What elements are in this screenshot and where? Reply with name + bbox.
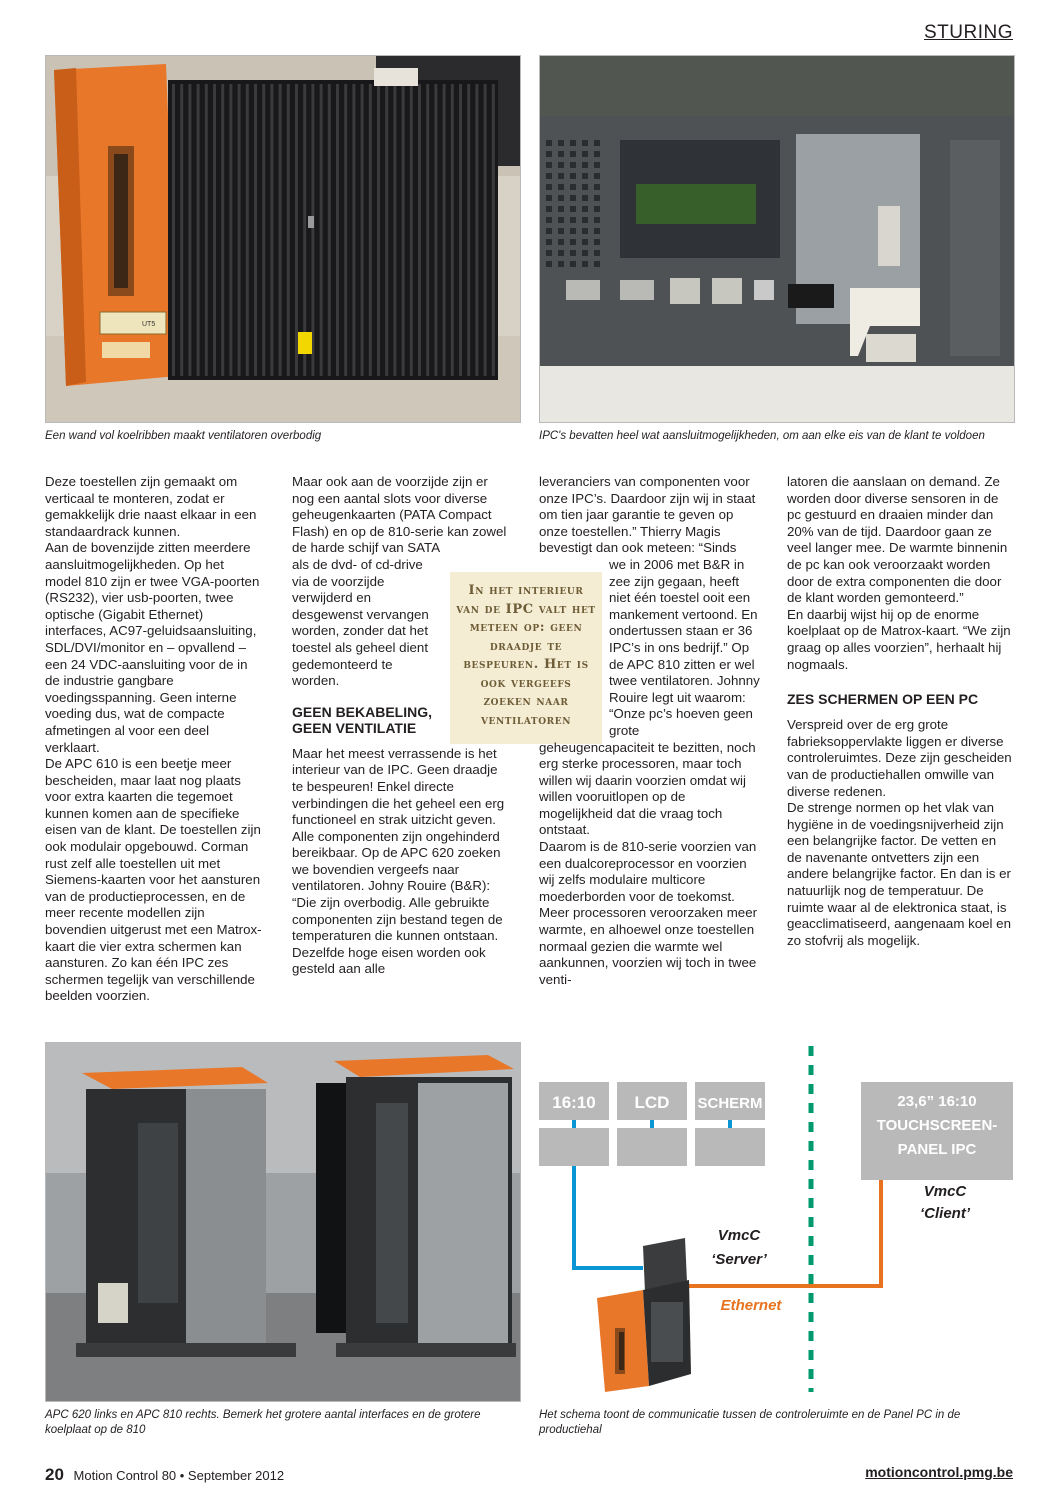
heatsink-fin — [213, 84, 216, 376]
grille-hole — [570, 261, 576, 267]
grille-hole — [546, 184, 552, 190]
grille-hole — [570, 239, 576, 245]
heatsink-fin — [451, 84, 454, 376]
paragraph: Daarom is de 810-serie voorzien van een dualcoreprocessor en voorzien wij zelfs modulaire multicore moederborden voor de toekomst. Meer processoren veroorzaken meer warmte, en alhoewel onze toestellen normaal gezien die warmte wel aankunnen, voorzien wij toch in twee venti- — [539, 839, 758, 987]
heatsink-fin — [467, 84, 470, 376]
grille-hole — [582, 206, 588, 212]
grille-hole — [558, 195, 564, 201]
grille-hole — [558, 250, 564, 256]
ipc-connectors-image — [540, 56, 1014, 422]
grille-hole — [546, 195, 552, 201]
caption-photo-ipc-connectors: IPC's bevatten heel wat aansluitmogelijkheden, om aan elke eis van de klant te voldoen — [539, 430, 985, 442]
heatsink-fin — [205, 84, 208, 376]
heatsink-fin — [188, 84, 191, 376]
heatsink-fin — [287, 84, 290, 376]
paragraph: De strenge normen op het vlak van hygiëne in de voedingsnijverheid zijn een belangrijke factor. De vetten en de navenante ontvetters zijn een andere belangrijke factor. En dan is er natuurlijk nog de temperatuur. De ruimte waar al de elektronica staat, is geacclimatiseerd, aangenaam koel en zo stofvrij als mogelijk. — [787, 800, 1011, 948]
grille-hole — [582, 228, 588, 234]
grille-hole — [594, 250, 600, 256]
heatsink-fin — [328, 84, 331, 376]
heatsink-fin — [369, 84, 372, 376]
screen-label: SCHERM — [697, 1095, 763, 1112]
paragraph: latoren die aanslaan on demand. Ze worden door diverse sensoren in de pc gestuurd en draaien minder dan 20% van de tijd. Daardoor gaan ze veel langer mee. De warmte binnenin de pc kan ook veroorzaakt worden door de extra componenten die door de klant worden gemonteerd.” — [787, 474, 1008, 606]
caption-photo-apc-comparison: APC 620 links en APC 810 rechts. Bemerk het grotere aantal interfaces en de grotere koelplaat op de 810 — [45, 1409, 481, 1436]
paragraph: Verspreid over de erg grote fabrieksoppervlakte liggen er diverse controleruimtes. Deze zijn gescheiden van de productiehallen omwille van diverse redenen. — [787, 717, 1012, 799]
panel-label: 23,6” 16:10 — [897, 1093, 977, 1110]
heatsink-fin — [229, 84, 232, 376]
heatsink-fin — [377, 84, 380, 376]
website-link[interactable]: motioncontrol.pmg.be — [865, 1464, 1013, 1480]
grille-hole — [594, 261, 600, 267]
photo-ipc-connectors — [539, 55, 1015, 423]
grille-hole — [582, 151, 588, 157]
heatsink-fin — [279, 84, 282, 376]
heatsink-fin — [238, 84, 241, 376]
heatsink-fin — [426, 84, 429, 376]
grille-hole — [594, 217, 600, 223]
network-diagram — [539, 1042, 1013, 1400]
heatsink-fin — [443, 84, 446, 376]
heatsink-fin — [270, 84, 273, 376]
pull-quote: In het interieur van de IPC valt het meteen op: geen draadje te bespeuren. Het is ook vergeefs zoeken naar ventilatoren — [450, 572, 602, 744]
heatsink-fin — [361, 84, 364, 376]
diagram-canvas — [539, 1042, 1013, 1400]
heatsink-fin — [180, 84, 183, 376]
grille-hole — [594, 206, 600, 212]
section-title: STURING — [924, 22, 1013, 43]
grille-hole — [594, 140, 600, 146]
heatsink-fin — [492, 84, 495, 376]
grille-hole — [570, 206, 576, 212]
grille-hole — [546, 261, 552, 267]
heatsink-fin — [418, 84, 421, 376]
grille-hole — [546, 162, 552, 168]
grille-hole — [546, 239, 552, 245]
grille-hole — [570, 217, 576, 223]
grille-hole — [546, 140, 552, 146]
grille-hole — [570, 250, 576, 256]
grille-hole — [546, 151, 552, 157]
cooling-fins-image — [46, 56, 520, 422]
grille-hole — [546, 206, 552, 212]
heatsink-fin — [344, 84, 347, 376]
client-label: VmcC — [923, 1183, 967, 1200]
article-column-3 — [539, 474, 761, 988]
ethernet-line — [687, 1180, 881, 1286]
paragraph: als de dvd- of cd-drive via de voorzijde verwijderd en desgewenst vervangen worden, zonder dat het toestel als geheel dient gedemonteerd te worden. — [292, 556, 429, 689]
heatsink-fin — [484, 84, 487, 376]
grille-hole — [558, 228, 564, 234]
grille-hole — [582, 217, 588, 223]
grille-hole — [558, 151, 564, 157]
screen-label: LCD — [634, 1093, 670, 1112]
ethernet-label: Ethernet — [720, 1297, 782, 1314]
page-footer — [45, 1465, 284, 1485]
paragraph: geheugencapaciteit te bezitten, noch erg sterke processoren, maar toch willen wij daarin voorzien omdat wij willen vooruitlopen op de mogelijkheid dat die vraag toch ontstaat. — [539, 739, 756, 838]
heatsink-fin — [402, 84, 405, 376]
paragraph: Aan de bovenzijde zitten meerdere aansluitmogelijkheden. Op het model 810 zijn er twee VGA-poorten (RS232), vier usb-poorten, twee optische (Gigabit Ethernet) interfaces, AC97-geluidsaansluiting, SDL/DVI/monitor en – opvallend – een 24 VDC-aansluiting voor de in de industrie gangbare voedingsspanning. Geen interne voeding dus, wat de compacte afmetingen al voor een deel verklaart. — [45, 540, 260, 755]
page-number: 20 — [45, 1465, 64, 1484]
article-column-4 — [787, 474, 1013, 949]
issue-info: Motion Control 80 • September 2012 — [73, 1468, 285, 1483]
grille-hole — [558, 206, 564, 212]
paragraph: we in 2006 met B&R in zee zijn gegaan, heeft niet één toestel ooit een mankement vertoond. En ondertussen staan er 36 IPC’s in ons bedrijf.” Op de APC 810 zitten er wel twee ventilatoren. Johnny Rouire legt uit waarom: “Onze pc’s hoeven geen grote — [609, 556, 760, 738]
grille-hole — [594, 162, 600, 168]
grille-hole — [582, 184, 588, 190]
grille-hole — [582, 195, 588, 201]
panel-label: TOUCHSCREEN- — [876, 1117, 998, 1134]
caption-network-diagram: Het schema toont de communicatie tussen de controleruimte en de Panel PC in de productiehal — [539, 1409, 961, 1436]
heatsink-fin — [320, 84, 323, 376]
heatsink-fin — [197, 84, 200, 376]
paragraph: leveranciers van componenten voor onze IPC’s. Daardoor zijn wij in staat om tien jaar garantie te geven op onze toestellen.” Thierry Magis bevestigt dan ook meteen: “Sinds — [539, 474, 756, 556]
grille-hole — [558, 162, 564, 168]
grille-hole — [558, 184, 564, 190]
grille-hole — [582, 173, 588, 179]
client-label: ‘Client’ — [919, 1205, 971, 1222]
photo-apc-comparison — [45, 1042, 521, 1402]
paragraph: Maar het meest verrassende is het interieur van de IPC. Geen draadje te bespeuren! Enkel directe verbindingen die het geheel een erg functioneel en strak uitzicht geven. Alle componenten zijn ongehinderd bereikbaar. Op de APC 620 zoeken we bovendien vergeefs naar ventilatoren. Johny Rouire (B&R): “Die zijn overbodig. Alle gebruikte componenten zijn bestand tegen de temperaturen die kunnen ontstaan. Dezelfde hoge eisen worden ook gesteld aan alle — [292, 745, 505, 977]
grille-hole — [558, 173, 564, 179]
subheading-zes-schermen: ZES SCHERMEN OP EEN PC — [787, 691, 979, 708]
grille-hole — [582, 239, 588, 245]
grille-hole — [594, 239, 600, 245]
heatsink-fin — [459, 84, 462, 376]
grille-hole — [594, 173, 600, 179]
server-device-image — [597, 1238, 691, 1392]
grille-hole — [582, 250, 588, 256]
heatsink-fin — [221, 84, 224, 376]
grille-hole — [570, 228, 576, 234]
screen-box — [617, 1128, 687, 1166]
heatsink-fin — [172, 84, 175, 376]
grille-hole — [570, 195, 576, 201]
grille-hole — [546, 228, 552, 234]
screen-box — [695, 1128, 765, 1166]
grille-hole — [582, 261, 588, 267]
paragraph: Deze toestellen zijn gemaakt om verticaal te monteren, zodat er gemakkelijk drie naast elkaar in een standaardrack kunnen. — [45, 474, 257, 539]
heatsink-fin — [385, 84, 388, 376]
grille-hole — [582, 140, 588, 146]
grille-hole — [570, 184, 576, 190]
panel-label: PANEL IPC — [897, 1141, 977, 1158]
article-column-1 — [45, 474, 262, 1005]
grille-hole — [594, 195, 600, 201]
apc-comparison-image — [46, 1043, 520, 1401]
grille-hole — [570, 173, 576, 179]
grille-hole — [558, 261, 564, 267]
grille-hole — [570, 151, 576, 157]
heatsink-fin — [336, 84, 339, 376]
heatsink-fin — [352, 84, 355, 376]
grille-hole — [558, 217, 564, 223]
paragraph: De APC 610 is een beetje meer bescheiden, maar laat nog plaats voor extra kaarten die tegemoet kunnen komen aan de specifieke eisen van de klant. De toestellen zijn ook modulair opgebouwd. Corman rust zelf alle toestellen uit met Siemens-kaarten voor het aansturen van de productieprocessen, en de meer recente modellen zijn bovendien uitgerust met een Matrox-kaart die vier extra schermen kan aansturen. Zo kan één IPC zes schermen tegelijk van verschillende beelden voorzien. — [45, 756, 262, 1004]
heatsink-fin — [246, 84, 249, 376]
heatsink-fin — [475, 84, 478, 376]
device-label: UT5 — [142, 321, 156, 328]
grille-hole — [594, 151, 600, 157]
grille-hole — [594, 228, 600, 234]
heatsink-fin — [254, 84, 257, 376]
screen-box — [539, 1128, 609, 1166]
heatsink-fin — [410, 84, 413, 376]
heatsink-fin — [262, 84, 265, 376]
photo-cooling-fins — [45, 55, 521, 423]
server-label: ‘Server’ — [711, 1251, 767, 1268]
paragraph: En daarbij wijst hij op de enorme koelplaat op de Matrox-kaart. “We zijn graag op alles voorzien”, herhaalt hij nogmaals. — [787, 606, 1011, 672]
grille-hole — [546, 173, 552, 179]
grille-hole — [570, 162, 576, 168]
grille-hole — [582, 162, 588, 168]
grille-hole — [570, 140, 576, 146]
heatsink-fin — [434, 84, 437, 376]
grille-hole — [546, 217, 552, 223]
grille-hole — [558, 140, 564, 146]
grille-hole — [546, 250, 552, 256]
caption-photo-cooling-fins: Een wand vol koelribben maakt ventilatoren overbodig — [45, 430, 322, 442]
server-label: VmcC — [717, 1227, 761, 1244]
heatsink-fin — [295, 84, 298, 376]
paragraph: Maar ook aan de voorzijde zijn er nog een aantal slots voor diverse geheugenkaarten (PATA Compact Flash) en op de 810-serie kan zowel de harde schijf van SATA — [292, 474, 507, 556]
subheading-geen-bekabeling: GEEN BEKABELING, GEEN VENTILATIE — [292, 703, 433, 736]
grille-hole — [594, 184, 600, 190]
grille-hole — [558, 239, 564, 245]
screen-label: 16:10 — [552, 1093, 596, 1112]
heatsink-fin — [393, 84, 396, 376]
